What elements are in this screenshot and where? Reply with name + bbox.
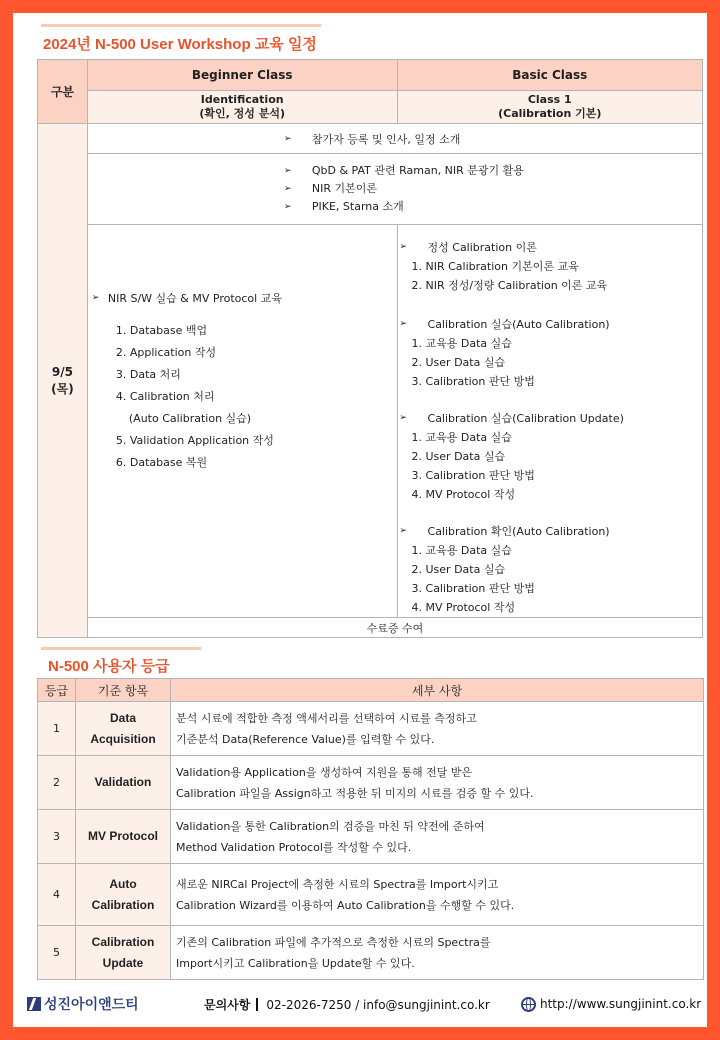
header-basic: Basic Class xyxy=(397,60,702,91)
arrow-bullet-icon: ➢ xyxy=(283,202,292,212)
arrow-bullet-icon: ➢ xyxy=(91,293,100,303)
beginner-subtitle: Identification (확인, 정성 분석) xyxy=(87,91,397,124)
arrow-bullet-icon: ➢ xyxy=(399,413,408,423)
website-link[interactable]: http://www.sungjinint.co.kr xyxy=(540,997,702,1011)
company-logo-icon xyxy=(27,997,41,1011)
title-accent-bar xyxy=(41,647,201,650)
arrow-bullet-icon: ➢ xyxy=(283,166,292,176)
common-row-2: ➢ QbD & PAT 관련 Raman, NIR 분광기 활용 ➢ NIR 기본이론 ➢ PIKE, Starna 소개 xyxy=(87,154,702,225)
beginner-item: (Auto Calibration 실습) xyxy=(128,412,252,425)
website[interactable] xyxy=(521,997,701,1012)
beginner-item: 2. Application 작성 xyxy=(115,346,217,359)
grades-header-detail: 세부 사항 xyxy=(171,679,704,702)
globe-icon xyxy=(521,997,536,1012)
beginner-item: 4. Calibration 처리 xyxy=(115,390,215,403)
table-row: 3 MV Protocol Validation을 통한 Calibration의 검증을 마친 뒤 약전에 준하여 Method Validation Protocol를 작성할 수 있다. xyxy=(38,810,704,864)
common-row-1: ➢ 참가자 등록 및 인사, 일정 소개 xyxy=(87,124,702,154)
grades-header-level: 등급 xyxy=(38,679,76,702)
table-row: 1 Data Acquisition 분석 시료에 적합한 측정 액세서리를 선택하여 시료를 측정하고 기준분석 Data(Reference Value)를 입력할 수 있다. xyxy=(38,702,704,756)
basic-section: ➢ 정성 Calibration 이론 1. NIR Calibration 기본이론 교육 2. NIR 정성/정량 Calibration 이론 교육 xyxy=(400,238,702,295)
basic-subtitle: Class 1 (Calibration 기본) xyxy=(397,91,702,124)
table-row: 4 Auto Calibration 새로운 NIRCal Project에 측정한 시료의 Spectra를 Import시키고 Calibration Wizard를 이용하여 Auto Calibration을 수행할 수 있다. xyxy=(38,864,704,926)
grades-header-criterion: 기준 항목 xyxy=(76,679,171,702)
table-row: 5 Calibration Update 기존의 Calibration 파일에 추가적으로 측정한 시료의 Spectra를 Import시키고 Calibration을 Update할 수 있다. xyxy=(38,926,704,980)
basic-section: ➢ Calibration 실습(Auto Calibration) 1. 교육용 Data 실습 2. User Data 실습 3. Calibration 판단 방법 xyxy=(400,315,702,391)
arrow-bullet-icon: ➢ xyxy=(283,133,292,144)
arrow-bullet-icon: ➢ xyxy=(399,319,408,329)
arrow-bullet-icon: ➢ xyxy=(399,242,408,252)
schedule-table xyxy=(37,59,703,638)
arrow-bullet-icon: ➢ xyxy=(283,184,292,194)
basic-section: ➢ Calibration 확인(Auto Calibration) 1. 교육용 Data 실습 2. User Data 실습 3. Calibration 판단 방법 4. MV Protocol 작성 xyxy=(400,522,702,617)
header-category: 구분 xyxy=(38,60,88,124)
beginner-content: ➢ NIR S/W 실습 & MV Protocol 교육 1. Database 백업 2. Application 작성 3. Data 처리 4. Calibration 처리 (Auto Calibration 실습) 5. Validation Application 작성 6. Database 복원 xyxy=(87,225,397,618)
contact-info: 문의사항 02-2026-7250 / info@sungjinint.co.kr xyxy=(204,997,490,1012)
grades-title: N-500 사용자 등급 xyxy=(48,658,170,675)
arrow-bullet-icon: ➢ xyxy=(399,526,408,536)
title-accent-bar xyxy=(41,24,321,27)
grades-table xyxy=(37,678,704,980)
beginner-item: 3. Data 처리 xyxy=(115,368,181,381)
header-beginner: Beginner Class xyxy=(87,60,397,91)
date-cell: 9/5 (목) xyxy=(38,124,88,638)
contact-value[interactable]: 02-2026-7250 / info@sungjinint.co.kr xyxy=(266,997,490,1012)
basic-content xyxy=(397,225,702,618)
table-row: 2 Validation Validation용 Application을 생성하여 지원을 통해 전달 받은 Calibration 파일을 Assign하고 적용한 뒤 미지의 시료를 검증 할 수 있다. xyxy=(38,756,704,810)
company-logo: 성진아이앤드티 xyxy=(27,994,139,1014)
footer xyxy=(27,992,702,1016)
document-page xyxy=(13,13,707,1027)
beginner-item: 5. Validation Application 작성 xyxy=(115,434,274,447)
basic-section: ➢ Calibration 실습(Calibration Update) 1. 교육용 Data 실습 2. User Data 실습 3. Calibration 판단 방법 4. MV Protocol 작성 xyxy=(400,409,702,504)
schedule-title: 2024년 N-500 User Workshop 교육 일정 xyxy=(43,36,317,53)
closing-row: 수료증 수여 xyxy=(87,618,702,638)
beginner-item: 1. Database 백업 xyxy=(115,324,208,337)
beginner-item: 6. Database 복원 xyxy=(115,456,208,469)
